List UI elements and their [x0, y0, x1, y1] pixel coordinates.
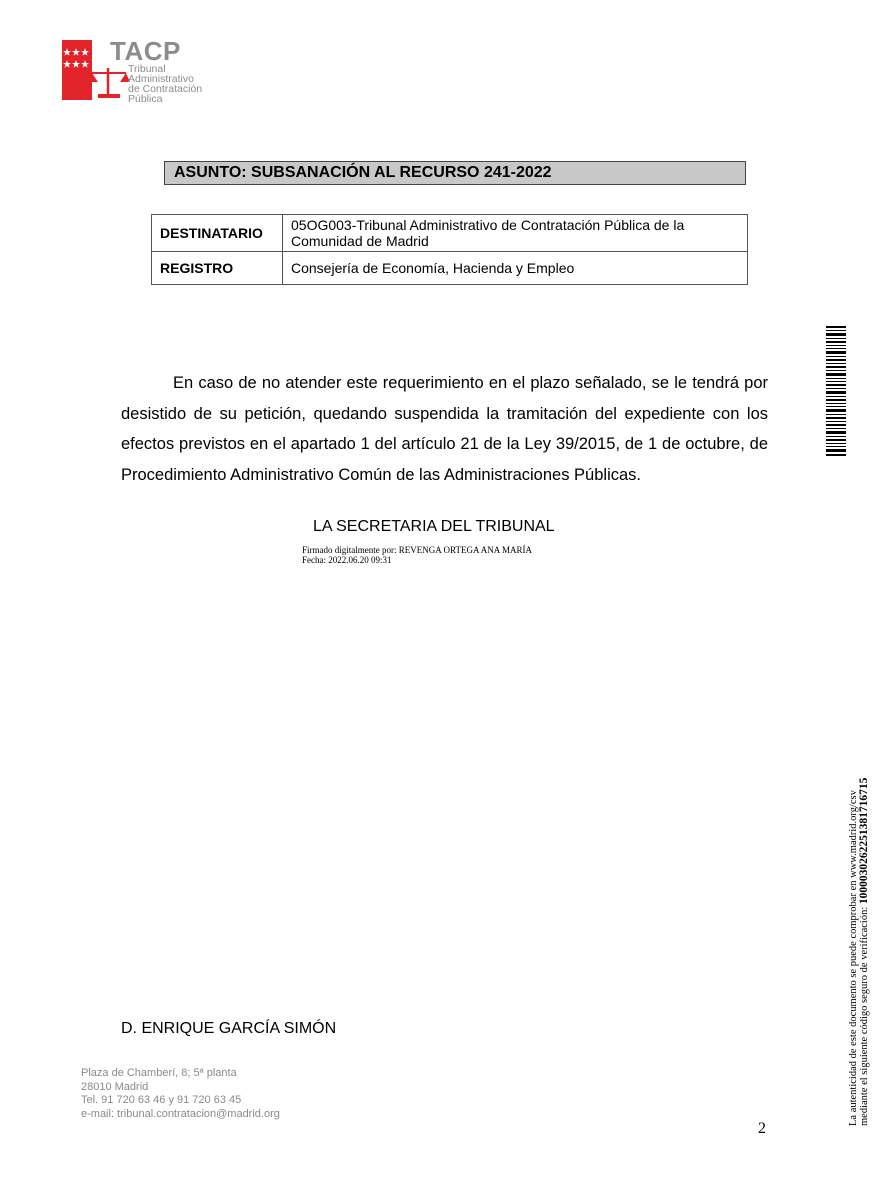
signature-title: LA SECRETARIA DEL TRIBUNAL [313, 518, 555, 535]
table-label: REGISTRO [152, 252, 283, 285]
table-row [152, 252, 748, 285]
subject-heading: ASUNTO: SUBSANACIÓN AL RECURSO 241-2022 [164, 161, 746, 185]
logo-line: Pública [128, 93, 163, 105]
recipient-table [151, 214, 748, 285]
logo-subtitle [128, 64, 218, 104]
logo-line: de Contratación [128, 83, 203, 95]
signature-date: Fecha: 2022.06.20 09:31 [302, 555, 392, 565]
page-number: 2 [758, 1120, 766, 1137]
tacp-logo [62, 36, 212, 105]
footer-phone: Tel. 91 720 63 46 y 91 720 63 45 [81, 1094, 242, 1106]
verification-text [848, 468, 878, 1126]
scales-icon [90, 64, 130, 100]
logo-acronym: TACP [110, 36, 181, 66]
table-value: 05OG003-Tribunal Administrativo de Contratación Pública de la Comunidad de Madrid [283, 215, 748, 252]
csv-code: 1000030262251381716715 [858, 777, 870, 905]
footer-city: 28010 Madrid [81, 1080, 149, 1093]
footer-contact [81, 1067, 280, 1121]
logo-line: Administrativo [128, 73, 194, 85]
footer-address: Plaza de Chamberí, 8; 5ª planta [81, 1067, 237, 1079]
table-label: DESTINATARIO [152, 215, 283, 252]
logo-line: Tribunal [128, 63, 166, 75]
verification-line: La autenticidad de este documento se puede comprobar en www.madrid.org/csv [848, 790, 859, 1126]
table-row [152, 215, 748, 252]
body-paragraph: En caso de no atender este requerimiento en el plazo señalado, se le tendrá por desistido de su petición, quedando suspendida la tramitación del expediente con los efectos previstos en el apartado 1 del artículo 21 de la Ley 39/2015, de 1 de octubre, de Procedimiento Administrativo Común de las Administraciones Públicas. [121, 374, 768, 484]
verification-strip [812, 326, 870, 1126]
footer-email: e-mail: tribunal.contratacion@madrid.org [81, 1107, 280, 1120]
signed-by: Firmado digitalmente por: REVENGA ORTEGA ANA MARÍA [302, 545, 532, 555]
table-value: Consejería de Economía, Hacienda y Empleo [283, 252, 748, 285]
digital-signature [302, 545, 532, 565]
verification-line-2 [859, 468, 870, 1126]
barcode-icon [826, 326, 846, 458]
madrid-flag-icon [62, 40, 92, 100]
verification-line: mediante el siguiente código seguro de verificación: [859, 906, 870, 1126]
addressee-name: D. ENRIQUE GARCÍA SIMÓN [121, 1020, 337, 1037]
